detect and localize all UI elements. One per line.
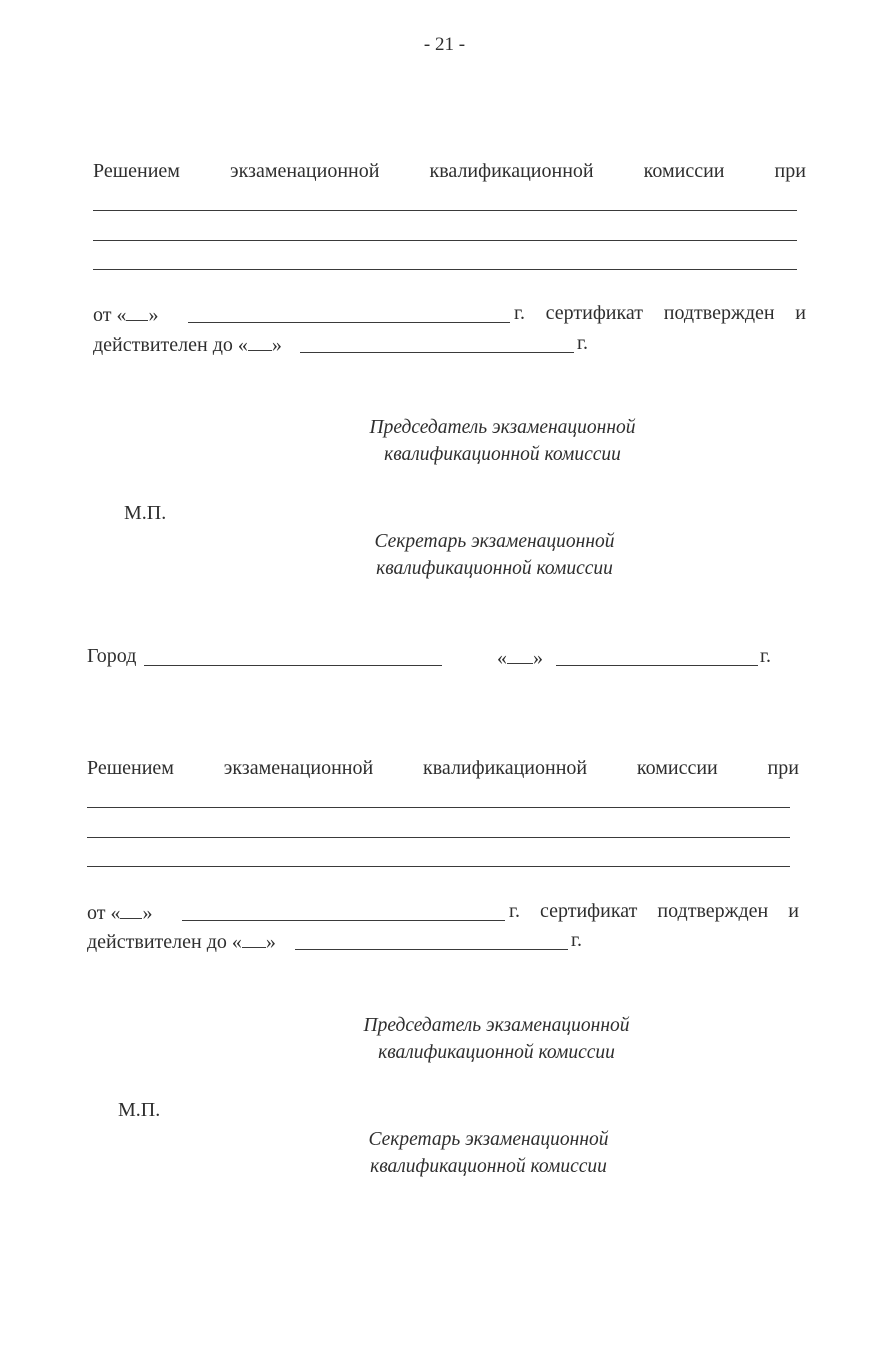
decision-word: экзаменационной: [230, 160, 380, 182]
chairman-title-cont: квалификационной комиссии: [378, 1042, 615, 1063]
from-date-line: [93, 302, 158, 327]
decision-word: квалификационной: [423, 757, 588, 779]
decision-word: при: [767, 757, 799, 779]
day-blank: [126, 302, 148, 321]
valid-suffix: г.: [571, 929, 582, 951]
valid-close: »: [265, 931, 276, 953]
from-date-line: [87, 900, 152, 925]
valid-close: »: [271, 334, 282, 356]
day-blank: [120, 900, 142, 919]
blank-rule: [87, 866, 790, 867]
blank-rule: [87, 837, 790, 838]
decision-line: [93, 160, 806, 183]
chairman-title-cont: квалификационной комиссии: [384, 444, 621, 465]
seal-placeholder: М.П.: [124, 502, 167, 524]
month-blank: [556, 647, 758, 666]
secretary-title-cont: квалификационной комиссии: [376, 558, 613, 579]
valid-until-line: [87, 929, 276, 954]
valid-until-line: [93, 332, 282, 357]
day-blank: [242, 929, 266, 948]
date-blank: [295, 931, 568, 950]
date-blank: [188, 304, 510, 323]
secretary-title: Секретарь экзаменационной: [368, 1129, 609, 1150]
chairman-signature-block: [320, 414, 685, 468]
day-blank: [507, 645, 533, 664]
from-close: »: [148, 304, 159, 326]
blank-rule: [87, 807, 790, 808]
from-suffix: г. сертификат подтвержден и: [509, 900, 799, 922]
city-blank: [144, 647, 442, 666]
from-prefix: от «: [93, 304, 127, 326]
day-blank: [248, 332, 272, 351]
secretary-signature-block: [312, 528, 677, 582]
year-suffix: г.: [760, 645, 771, 667]
decision-word: комиссии: [636, 757, 718, 779]
from-suffix: г. сертификат подтвержден и: [514, 302, 806, 324]
decision-word: Решением: [93, 160, 180, 182]
blank-rule: [93, 240, 797, 241]
date-blank: [182, 902, 505, 921]
chairman-signature-block: [314, 1012, 679, 1066]
date-field: [497, 645, 543, 670]
blank-rule: [93, 210, 797, 211]
decision-line: [87, 757, 799, 780]
from-prefix: от «: [87, 902, 121, 924]
decision-word: экзаменационной: [223, 757, 374, 779]
date-open: «: [497, 647, 507, 669]
valid-prefix: действителен до «: [93, 334, 248, 356]
decision-word: Решением: [87, 757, 174, 779]
page-number: - 21 -: [423, 34, 466, 55]
from-close: »: [142, 902, 153, 924]
blank-rule: [93, 269, 797, 270]
valid-prefix: действителен до «: [87, 931, 242, 953]
secretary-signature-block: [306, 1126, 671, 1180]
secretary-title: Секретарь экзаменационной: [374, 531, 615, 552]
decision-word: при: [774, 160, 806, 182]
date-blank: [300, 334, 574, 353]
chairman-title: Председатель экзаменационной: [363, 1015, 630, 1036]
chairman-title: Председатель экзаменационной: [369, 417, 636, 438]
secretary-title-cont: квалификационной комиссии: [370, 1156, 607, 1177]
decision-word: комиссии: [643, 160, 725, 182]
date-close: »: [533, 647, 543, 669]
seal-placeholder: М.П.: [118, 1099, 161, 1121]
valid-suffix: г.: [577, 332, 588, 354]
city-label: Город: [87, 645, 137, 667]
decision-word: квалификационной: [429, 160, 594, 182]
